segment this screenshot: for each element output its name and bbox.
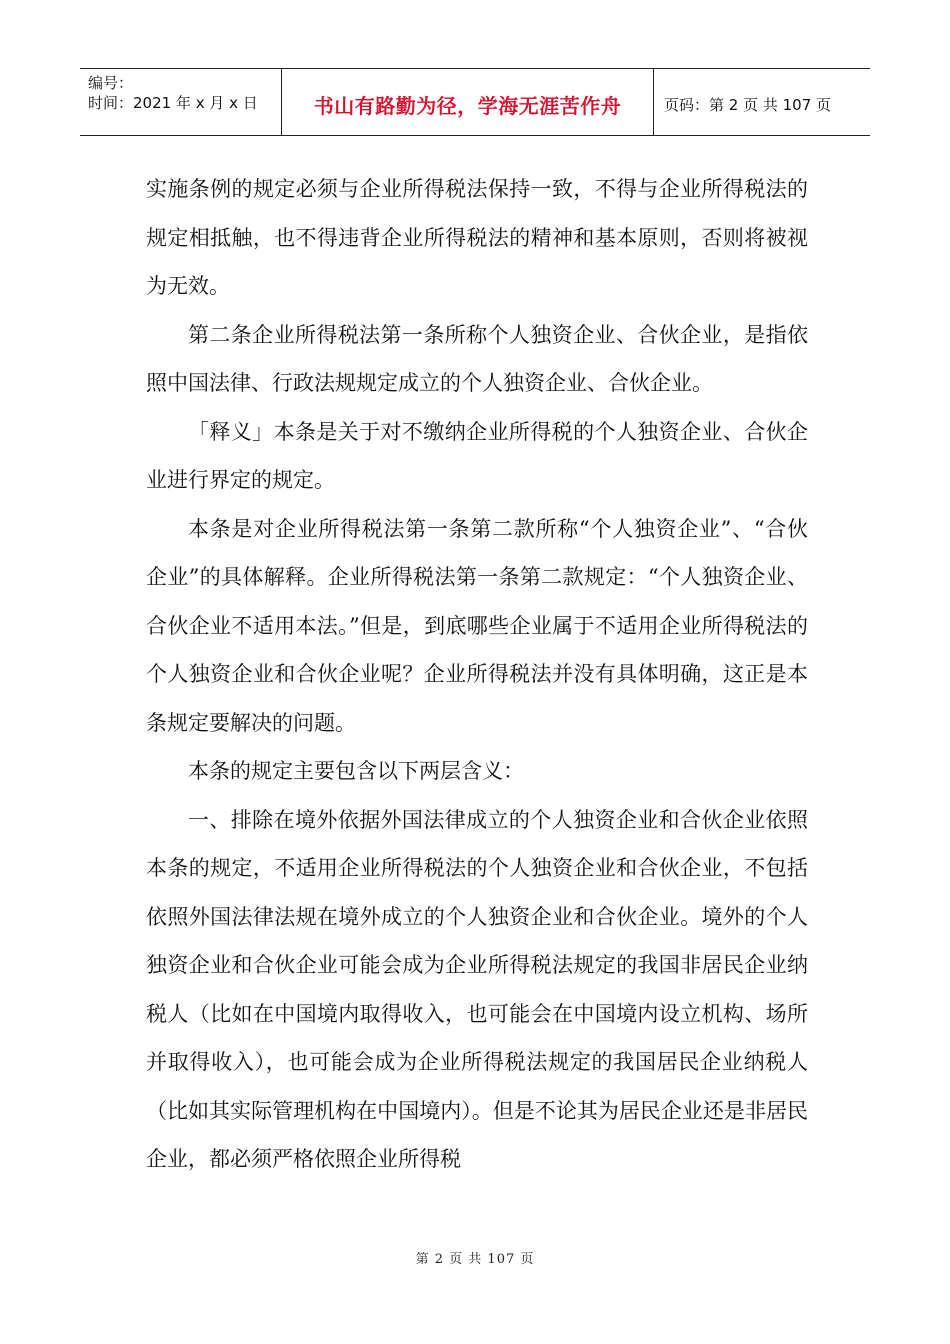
document-number-label: 编号：: [88, 74, 134, 92]
document-date: 时间：2021 年 x 月 x 日: [88, 94, 258, 112]
header-page-info-cell: [654, 69, 870, 135]
header-motto-cell: [282, 69, 654, 135]
page-footer: 第 2 页 共 107 页: [415, 1252, 535, 1267]
paragraph: 第二条企业所得税法第一条所称个人独资企业、合伙企业，是指依照中国法律、行政法规规定成立的个人独资企业、合伙企业。: [146, 322, 808, 395]
document-body: [146, 165, 808, 1184]
paragraph: 「释义」本条是关于对不缴纳企业所得税的个人独资企业、合伙企业进行界定的规定。: [146, 419, 808, 492]
paragraph: 实施条例的规定必须与企业所得税法保持一致，不得与企业所得税法的规定相抵触，也不得违背企业所得税法的精神和基本原则，否则将被视为无效。: [146, 177, 808, 298]
paragraph: 本条的规定主要包含以下两层含义：: [188, 759, 524, 783]
header-motto: 书山有路勤为径，学海无涯苦作舟: [313, 93, 622, 118]
paragraph: 一、排除在境外依据外国法律成立的个人独资企业和合伙企业依照本条的规定，不适用企业所得税法的个人独资企业和合伙企业，不包括依照外国法律法规在境外成立的个人独资企业和合伙企业。境外的个人独资企业和合伙企业可能会成为企业所得税法规定的我国非居民企业纳税人（比如在中国境内取得收入，也可能会在中国境内设立机构、场所并取得收入），也可能会成为企业所得税法规定的我国居民企业纳税人（比如其实际管理机构在中国境内）。但是不论其为居民企业还是非居民企业，都必须严格依照企业所得税: [146, 807, 808, 1171]
document-header: [80, 68, 870, 136]
paragraph: 本条是对企业所得税法第一条第二款所称“个人独资企业”、“合伙企业”的具体解释。企业所得税法第一条第二款规定：“个人独资企业、合伙企业不适用本法。”但是，到底哪些企业属于不适用企业所得税法的个人独资企业和合伙企业呢？企业所得税法并没有具体明确，这正是本条规定要解决的问题。: [146, 516, 808, 735]
header-page-info: 页码：第 2 页 共 107 页: [664, 95, 832, 114]
header-meta: [80, 69, 282, 135]
